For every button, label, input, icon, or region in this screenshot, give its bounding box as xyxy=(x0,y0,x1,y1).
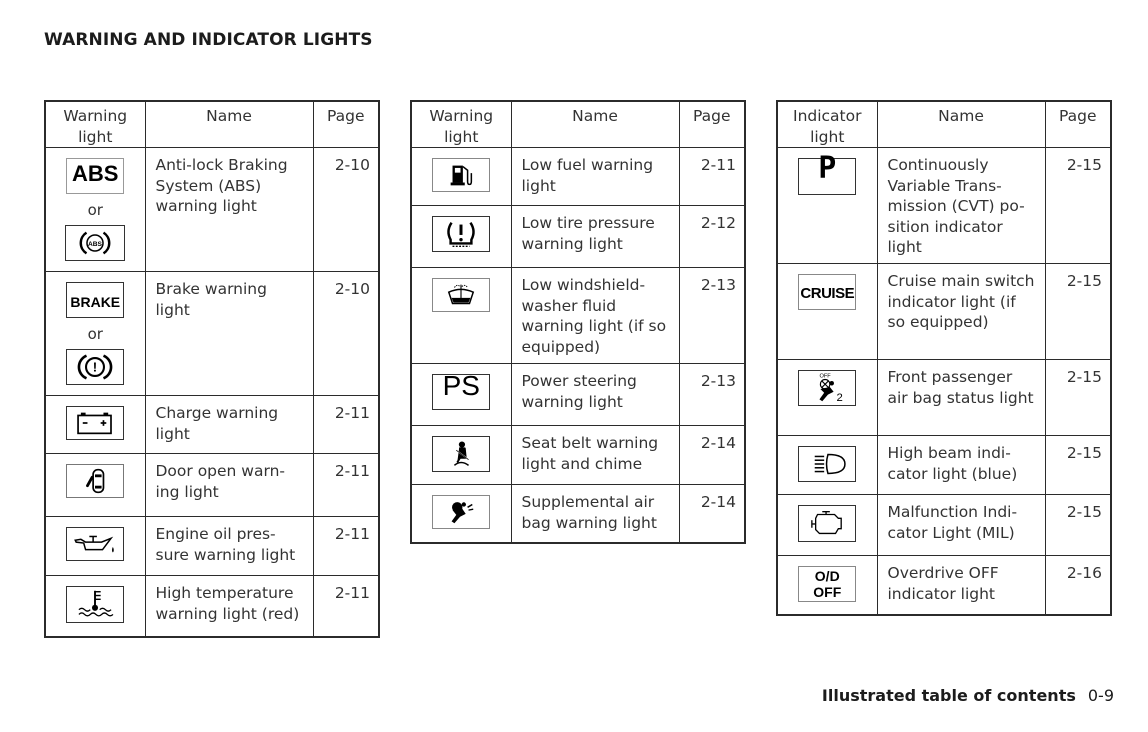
or-text: or xyxy=(87,325,103,343)
table-row xyxy=(45,148,379,272)
page-ref: 2-13 xyxy=(679,364,745,426)
icon-cell xyxy=(411,426,511,485)
icon-cell xyxy=(45,517,145,576)
light-name: Seat belt warning light and chime xyxy=(511,426,679,485)
table-header-row xyxy=(777,101,1111,148)
page-ref: 2-10 xyxy=(313,148,379,272)
page-ref: 2-13 xyxy=(679,268,745,364)
icon-cell xyxy=(411,148,511,206)
icon-cell xyxy=(411,268,511,364)
icon-cell xyxy=(45,396,145,454)
table-row xyxy=(411,148,745,206)
indicator-lights-table xyxy=(776,100,1112,616)
table-row xyxy=(777,360,1111,436)
cruise-icon: CRUISE xyxy=(798,274,856,310)
header-warning-light: Warning light xyxy=(411,101,511,148)
page-ref: 2-11 xyxy=(313,517,379,576)
header-name: Name xyxy=(511,101,679,148)
passenger-airbag-off-icon xyxy=(798,370,856,406)
light-name: Door open warn-ing light xyxy=(145,454,313,517)
page-ref: 2-10 xyxy=(313,272,379,396)
page-ref: 2-15 xyxy=(1045,436,1111,495)
cvt-park-icon: P xyxy=(798,158,856,195)
table-row xyxy=(45,272,379,396)
table-row xyxy=(411,426,745,485)
door-open-icon xyxy=(66,464,124,498)
light-name: Power steering warning light xyxy=(511,364,679,426)
header-name: Name xyxy=(145,101,313,148)
page-ref: 2-14 xyxy=(679,426,745,485)
table-row xyxy=(411,268,745,364)
brake-exclamation-mark: ! xyxy=(93,359,98,375)
icon-cell xyxy=(45,272,145,396)
airbag-icon xyxy=(432,495,490,529)
warning-lights-table-2 xyxy=(410,100,746,544)
light-name: Continuously Variable Trans-mission (CVT) po-sition indicator light xyxy=(877,148,1045,264)
footer-section-title: Illustrated table of contents xyxy=(821,686,1076,705)
icon-cell xyxy=(777,148,877,264)
page-footer xyxy=(822,686,1114,705)
page-ref: 2-15 xyxy=(1045,264,1111,360)
table-row xyxy=(411,485,745,543)
icon-cell xyxy=(45,576,145,637)
icon-cell xyxy=(411,206,511,268)
power-steering-icon: PS xyxy=(432,374,490,410)
battery-icon xyxy=(66,406,124,440)
light-name: Cruise main switch indicator light (if so equipped) xyxy=(877,264,1045,360)
icon-cell xyxy=(45,148,145,272)
light-name: Low windshield-washer fluid warning light (if so equipped) xyxy=(511,268,679,364)
or-text: or xyxy=(87,201,103,219)
light-name: Brake warning light xyxy=(145,272,313,396)
header-indicator-light: Indicator light xyxy=(777,101,877,148)
abs-text-icon: ABS xyxy=(66,158,124,194)
table-row xyxy=(411,206,745,268)
light-name: Low tire pressure warning light xyxy=(511,206,679,268)
brake-text-icon: BRAKE xyxy=(66,282,124,318)
check-engine-icon xyxy=(798,505,856,542)
footer-page-number: 0-9 xyxy=(1087,686,1114,705)
light-name: Supplemental air bag warning light xyxy=(511,485,679,543)
icon-cell xyxy=(777,495,877,556)
page-ref: 2-14 xyxy=(679,485,745,543)
table-row xyxy=(777,148,1111,264)
table-row xyxy=(777,436,1111,495)
table-header-row xyxy=(45,101,379,148)
abs-circle-icon xyxy=(65,225,125,261)
icon-cell xyxy=(777,264,877,360)
oil-can-icon xyxy=(66,527,124,561)
page-title: WARNING AND INDICATOR LIGHTS xyxy=(44,30,373,50)
light-name: Charge warning light xyxy=(145,396,313,454)
table-row xyxy=(45,454,379,517)
icon-cell xyxy=(411,485,511,543)
icon-cell xyxy=(411,364,511,426)
airbag-seat-number: 2 xyxy=(836,392,844,405)
high-beam-icon xyxy=(798,446,856,482)
table-row xyxy=(411,364,745,426)
page-ref: 2-16 xyxy=(1045,556,1111,615)
airbag-off-label: OFF xyxy=(819,373,832,380)
fuel-pump-icon xyxy=(432,158,490,192)
table-row xyxy=(45,396,379,454)
coolant-temperature-icon xyxy=(66,586,124,623)
table-row xyxy=(777,556,1111,615)
page-ref: 2-11 xyxy=(313,576,379,637)
page-ref: 2-15 xyxy=(1045,148,1111,264)
table-row xyxy=(45,517,379,576)
header-page: Page xyxy=(679,101,745,148)
header-name: Name xyxy=(877,101,1045,148)
abs-circle-label: ABS xyxy=(88,240,103,248)
icon-cell xyxy=(777,436,877,495)
header-warning-light: Warning light xyxy=(45,101,145,148)
table-row xyxy=(777,495,1111,556)
header-page: Page xyxy=(313,101,379,148)
table-header-row xyxy=(411,101,745,148)
light-name: Overdrive OFF indicator light xyxy=(877,556,1045,615)
header-page: Page xyxy=(1045,101,1111,148)
page-ref: 2-15 xyxy=(1045,360,1111,436)
icon-cell xyxy=(777,360,877,436)
page-ref: 2-11 xyxy=(313,454,379,517)
light-name: Front passenger air bag status light xyxy=(877,360,1045,436)
page-ref: 2-11 xyxy=(313,396,379,454)
overdrive-off-icon: O/D OFF xyxy=(798,566,856,602)
light-name: Engine oil pres-sure warning light xyxy=(145,517,313,576)
light-name: Low fuel warning light xyxy=(511,148,679,206)
warning-lights-table-1 xyxy=(44,100,380,638)
seat-belt-icon xyxy=(432,436,490,472)
tire-pressure-icon xyxy=(432,216,490,252)
icon-cell xyxy=(45,454,145,517)
table-row xyxy=(777,264,1111,360)
washer-fluid-icon xyxy=(432,278,490,312)
light-name: Malfunction Indi-cator Light (MIL) xyxy=(877,495,1045,556)
light-name: High temperature warning light (red) xyxy=(145,576,313,637)
brake-circle-exclamation-icon xyxy=(66,349,124,385)
page-ref: 2-11 xyxy=(679,148,745,206)
icon-cell xyxy=(777,556,877,615)
page-ref: 2-12 xyxy=(679,206,745,268)
light-name: Anti-lock Braking System (ABS) warning light xyxy=(145,148,313,272)
page-ref: 2-15 xyxy=(1045,495,1111,556)
table-row xyxy=(45,576,379,637)
light-name: High beam indi-cator light (blue) xyxy=(877,436,1045,495)
